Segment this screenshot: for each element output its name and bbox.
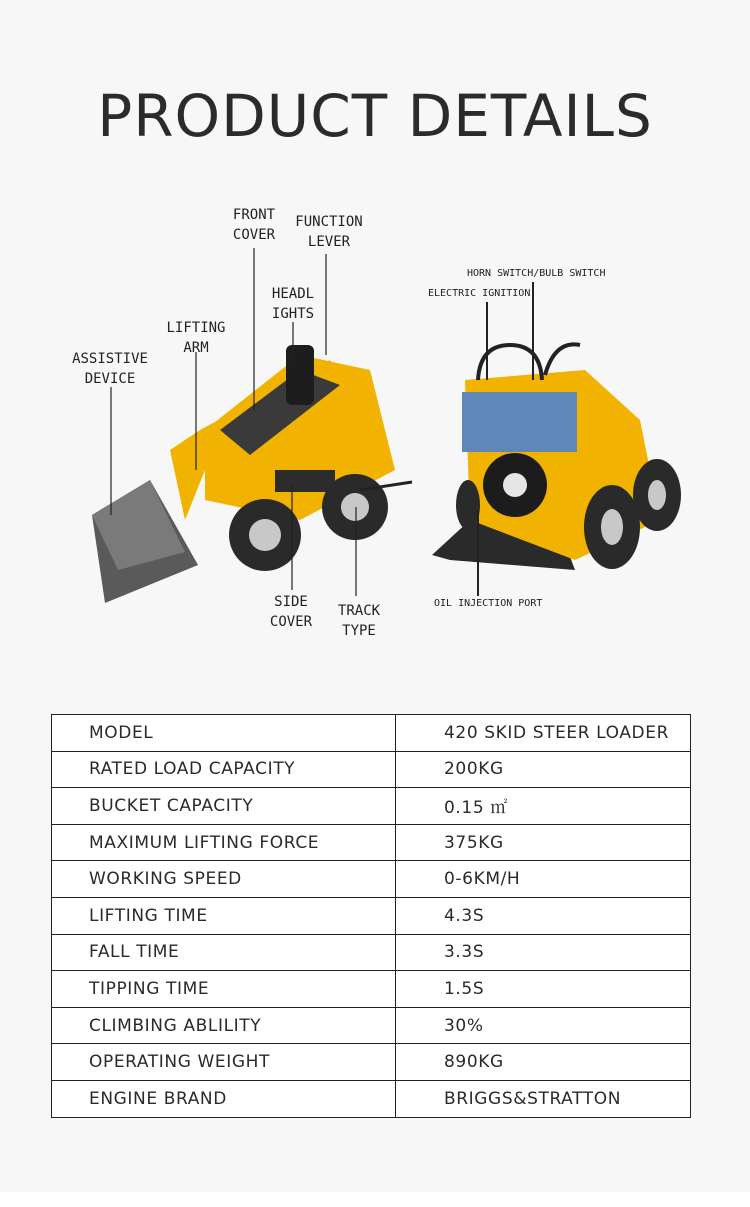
spec-key: RATED LOAD CAPACITY: [52, 751, 396, 788]
table-row: [52, 861, 691, 898]
table-row: [52, 715, 691, 752]
spec-key: MAXIMUM LIFTING FORCE: [52, 824, 396, 861]
spec-key: FALL TIME: [52, 934, 396, 971]
side-cover-label: SIDE COVER: [269, 594, 313, 630]
table-row: [52, 971, 691, 1008]
headlight-shape: [286, 345, 314, 405]
table-row: [52, 824, 691, 861]
lifting-arm-label: LIFTING ARM: [166, 320, 226, 356]
electric-ignition-label: ELECTRIC IGNITION: [428, 288, 531, 299]
spec-value: 375KG: [396, 824, 691, 861]
spec-key: LIFTING TIME: [52, 897, 396, 934]
side-cover-shape: [275, 470, 335, 492]
table-row: [52, 1044, 691, 1081]
oil-injection-label: OIL INJECTION PORT: [434, 598, 543, 609]
spec-value: 0.15 ㎡: [396, 788, 691, 825]
spec-value: 4.3S: [396, 897, 691, 934]
spec-value: 890KG: [396, 1044, 691, 1081]
spec-key: CLIMBING ABLILITY: [52, 1007, 396, 1044]
spec-value: 3.3S: [396, 934, 691, 971]
table-row: [52, 1007, 691, 1044]
spec-value: BRIGGS&STRATTON: [396, 1080, 691, 1117]
track-type-label: TRACK TYPE: [337, 603, 381, 639]
table-row: [52, 897, 691, 934]
table-row: [52, 751, 691, 788]
horn-switch-label: HORN SWITCH/BULB SWITCH: [467, 268, 606, 279]
spec-value: 30%: [396, 1007, 691, 1044]
table-row: [52, 934, 691, 971]
front-cover-label: FRONT COVER: [232, 207, 276, 243]
spec-key: OPERATING WEIGHT: [52, 1044, 396, 1081]
spec-value: 1.5S: [396, 971, 691, 1008]
spec-key: MODEL: [52, 715, 396, 752]
function-lever-label: FUNCTION LEVER: [295, 214, 363, 250]
spec-key: BUCKET CAPACITY: [52, 788, 396, 825]
spec-table: [51, 714, 691, 1118]
headlights-label: HEADL IGHTS: [271, 286, 315, 322]
spec-key: WORKING SPEED: [52, 861, 396, 898]
page-title: PRODUCT DETAILS: [97, 82, 653, 150]
assistive-device-label: ASSISTIVE DEVICE: [72, 351, 148, 387]
table-row: [52, 788, 691, 825]
table-row: [52, 1080, 691, 1117]
spec-value: 420 SKID STEER LOADER: [396, 715, 691, 752]
spec-key: TIPPING TIME: [52, 971, 396, 1008]
footer-band: [0, 1192, 750, 1207]
control-panel-shape: [462, 392, 577, 452]
spec-value: 200KG: [396, 751, 691, 788]
spec-value: 0-6KM/H: [396, 861, 691, 898]
spec-key: ENGINE BRAND: [52, 1080, 396, 1117]
